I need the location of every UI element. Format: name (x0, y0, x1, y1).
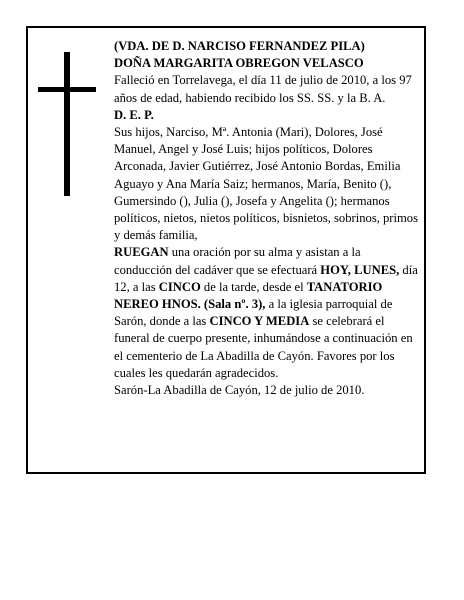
ruegan-label: RUEGAN (114, 245, 169, 260)
hoy-lunes: HOY, LUNES, (320, 262, 400, 277)
request-text-5: se celebrará el funeral de cuerpo presente, inhumándose a continuación en el cementerio de La Abadilla de Cayón. Favores por los cuales les quedarán agradecidos. (114, 314, 413, 380)
death-info: Falleció en Torrelavega, el día 11 de julio de 2010, a los 97 años de edad, habiendo recibido los SS. SS. y la B. A. (114, 73, 412, 105)
request-text-3: de la tarde, desde el (200, 279, 307, 294)
signoff-line: Sarón-La Abadilla de Cayón, 12 de julio de 2010. (114, 383, 365, 398)
request-text-4: a la iglesia parroquial de Sarón, donde a las (114, 297, 393, 329)
cross-icon (64, 52, 70, 196)
dep-line: D. E. P. (114, 107, 154, 122)
tanatorio-name: TANATORIO NEREO HNOS. (Sala nº. 3), (114, 279, 383, 312)
family-list: Sus hijos, Narciso, Mª. Antonia (Mari), Dolores, José Manuel, Angel y José Luis; hijos políticos, Dolores Arconada, Javier Gutiérrez, José Antonio Bordas, Emilia Aguayo y Ana María Saiz; hermanos, María, Benito (), Gumersindo (), Julia (), Josefa y Angelita (); hermanos políticos, nietos, nietos políticos, bisnietos, sobrinos, primos y demás familia, (114, 125, 418, 243)
deceased-header-line1: (VDA. DE D. NARCISO FERNANDEZ PILA) (114, 39, 365, 53)
cinco-y-media-time: CINCO Y MEDIA (209, 314, 310, 329)
obituary-text (114, 38, 420, 399)
cross-icon-bar (38, 87, 96, 92)
request-text-1: una oración por su alma y asistan a la conducción del cadáver que se efectuará (114, 245, 361, 277)
request-paragraph (114, 244, 420, 382)
cinco-time: CINCO (158, 279, 201, 294)
request-text-2: día 12, a las (114, 262, 418, 294)
deceased-name: DOÑA MARGARITA OBREGON VELASCO (114, 56, 364, 71)
